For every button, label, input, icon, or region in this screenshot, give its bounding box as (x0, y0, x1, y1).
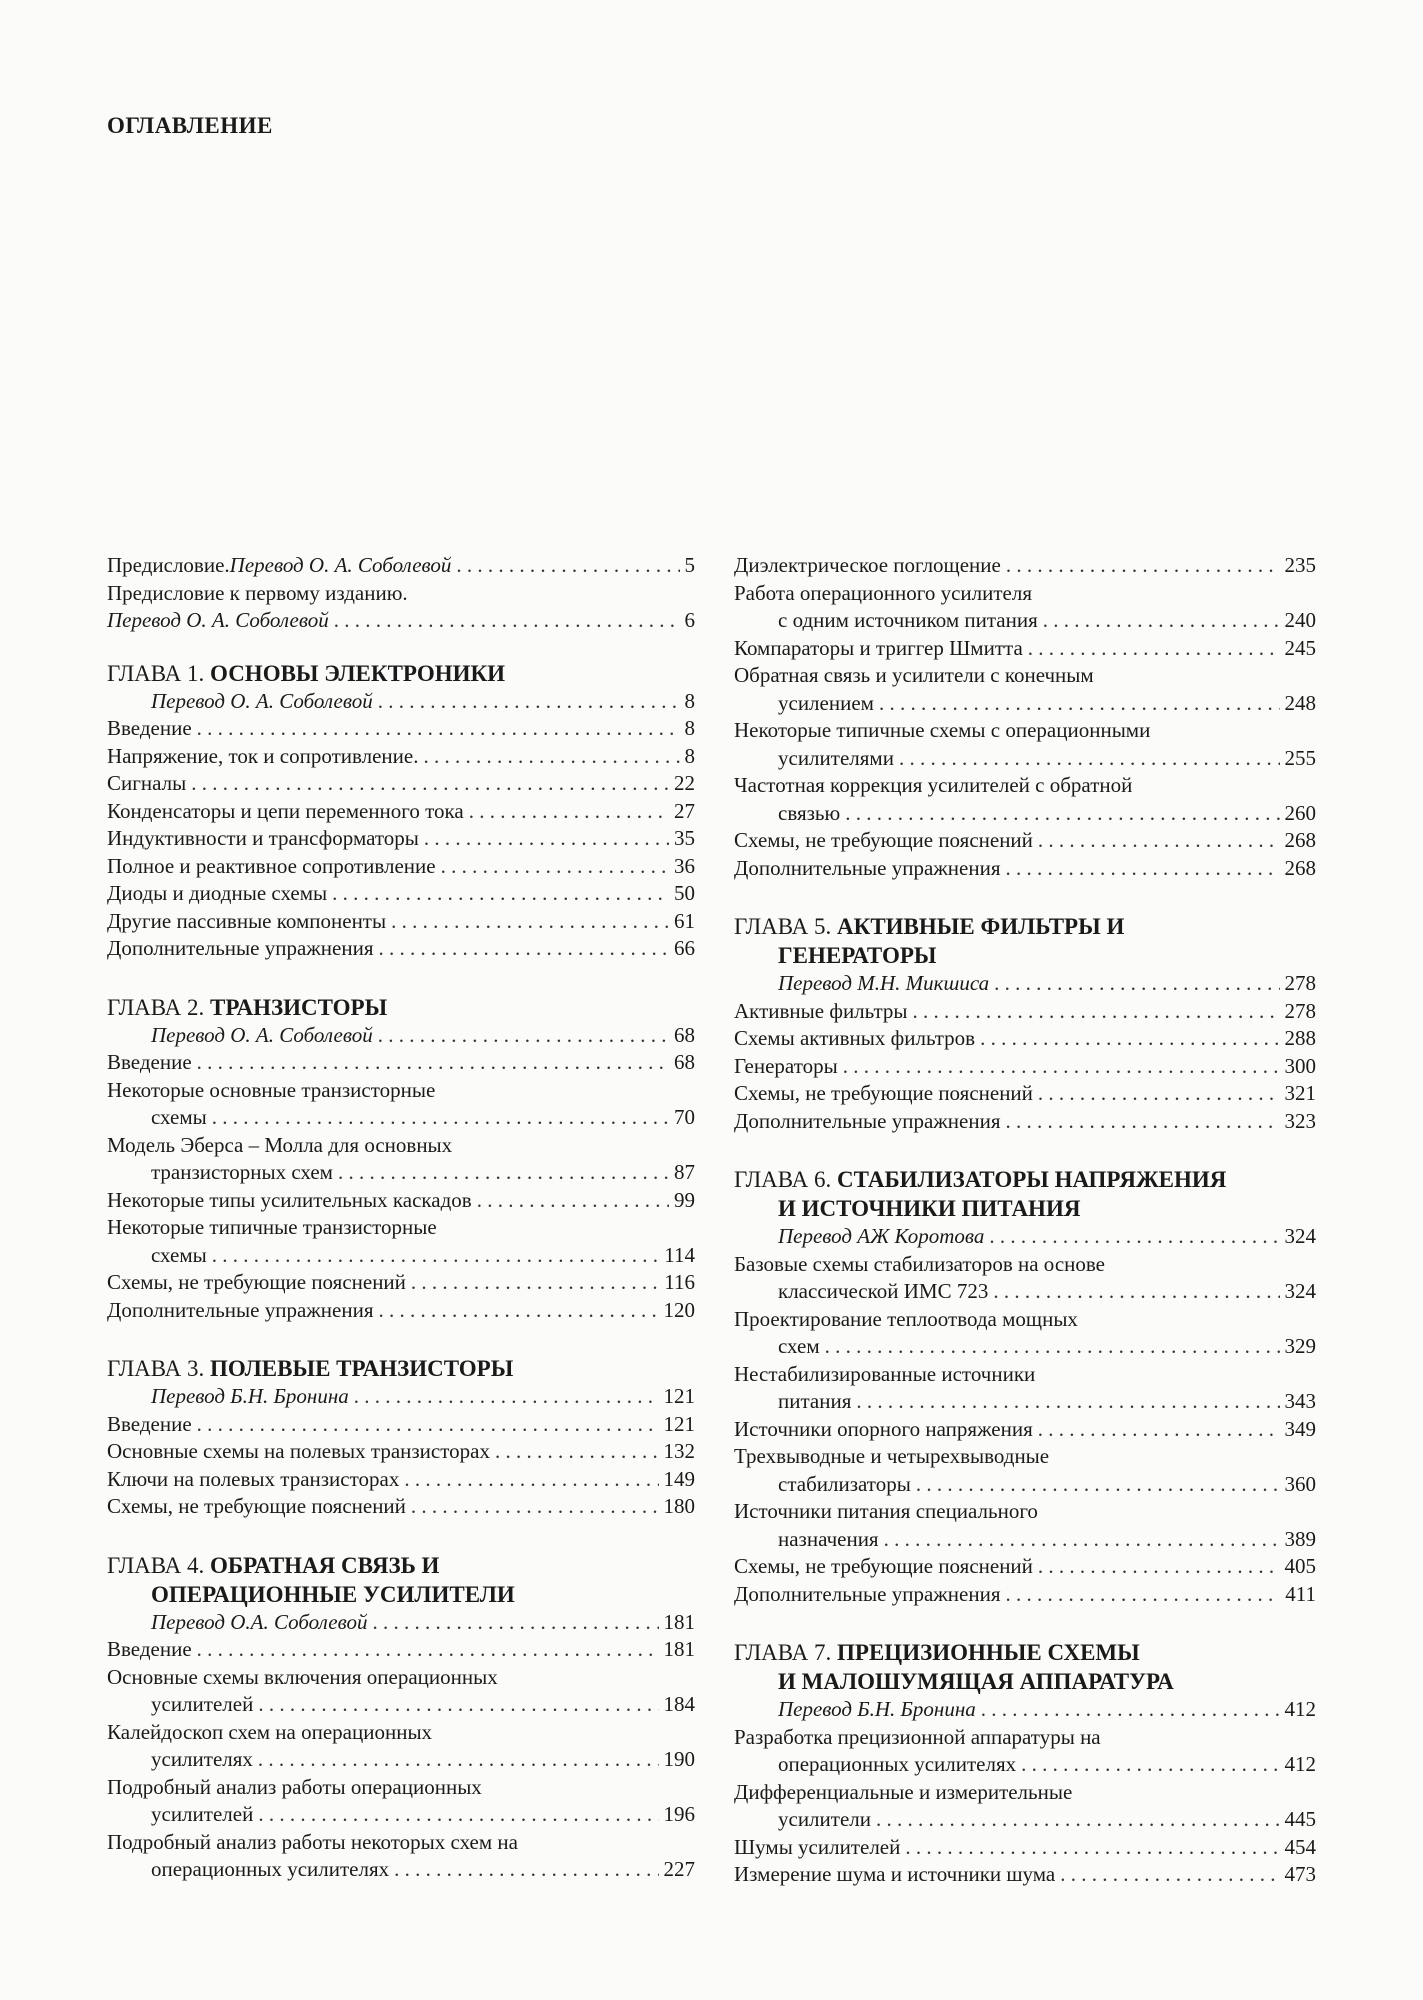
toc-entry (107, 1159, 695, 1187)
dot-leader (899, 745, 1280, 773)
page-number: 184 (663, 1692, 695, 1716)
toc-entry (107, 1187, 695, 1215)
dot-leader (845, 800, 1279, 828)
dot-leader (1021, 1751, 1279, 1779)
dot-leader (197, 1049, 669, 1077)
page-number: 268 (1284, 855, 1316, 880)
entry-title: Перевод О. А. Соболевой (151, 688, 373, 713)
toc-entry (107, 798, 695, 826)
entry-title: Полное и реактивное сопротивление (107, 853, 436, 878)
page-number: 324 (1284, 1224, 1316, 1248)
dot-leader (825, 1333, 1280, 1361)
page-number: 473 (1284, 1862, 1316, 1886)
dot-leader (1038, 1553, 1280, 1581)
entry-title: Конденсаторы и цепи переменного тока (107, 798, 464, 823)
chapter-heading (107, 1551, 695, 1580)
entry-title: Введение (107, 1637, 192, 1661)
entry-line: Нестабилизированные источники (734, 1361, 1036, 1386)
toc-entry (734, 1108, 1316, 1136)
toc-entry (734, 1834, 1316, 1862)
toc-entry (107, 935, 695, 963)
page-number: 5 (684, 553, 695, 577)
dot-leader (441, 853, 669, 881)
chapter-title-line2: И ИСТОЧНИКИ ПИТАНИЯ (778, 1196, 1081, 1221)
toc-entry (734, 1526, 1316, 1554)
dot-leader (1060, 1861, 1279, 1889)
dot-leader (916, 1471, 1280, 1499)
entry-title: Схемы, не требующие пояснений (734, 1081, 1033, 1105)
page-number: 323 (1284, 1108, 1316, 1133)
toc-entry (107, 607, 695, 635)
dot-leader (1005, 1581, 1280, 1609)
chapter-label: ГЛАВА 6. (734, 1167, 838, 1192)
chapter-block (734, 1165, 1316, 1608)
page-number: 248 (1284, 690, 1316, 715)
toc-entry (107, 1411, 695, 1439)
dot-leader (876, 1806, 1280, 1834)
entry-title: усилителях (151, 1747, 253, 1771)
toc-entry (107, 743, 695, 771)
dot-leader (856, 1388, 1279, 1416)
entry-line: Обратная связь и усилители с конечным (734, 663, 1094, 687)
entry-title: Измерение шума и источники шума (734, 1862, 1056, 1886)
entry-line: Некоторые основные транзисторные (107, 1077, 436, 1102)
toc-column-right (734, 552, 1316, 1919)
translator-line (734, 1696, 1316, 1724)
chapter-title: ТРАНЗИСТОРЫ (210, 994, 388, 1020)
toc-entry (107, 1856, 695, 1884)
entry-title: Введение (107, 716, 192, 740)
page-number: 321 (1284, 1081, 1316, 1105)
dot-leader (884, 1526, 1280, 1554)
page-number: 445 (1284, 1807, 1316, 1831)
chapter-title: ОСНОВЫ ЭЛЕКТРОНИКИ (210, 660, 506, 686)
entry-title: Перевод АЖ Коротова (778, 1224, 985, 1248)
chapter-label: ГЛАВА 4. (107, 1552, 211, 1578)
entry-title: Шумы усилителей (734, 1834, 901, 1859)
dot-leader (354, 1383, 659, 1411)
entry-title: связью (778, 800, 841, 825)
toc-entry (107, 1242, 695, 1270)
toc-entry (734, 552, 1316, 580)
page-number: 87 (674, 1160, 695, 1184)
dot-leader (495, 1438, 659, 1466)
entry-title: усилителями (778, 745, 894, 770)
entry-title: Введение (107, 1411, 192, 1436)
toc-entry (734, 1751, 1316, 1779)
dot-leader (332, 880, 669, 908)
entry-title: Схемы активных фильтров (734, 1026, 976, 1050)
toc-entry (734, 998, 1316, 1026)
page-number: 116 (664, 1270, 695, 1294)
toc-entry (107, 1493, 695, 1521)
chapter-title: СТАБИЛИЗАТОРЫ НАПРЯЖЕНИЯ (837, 1167, 1227, 1192)
toc-entry (107, 1269, 695, 1297)
toc-entry (734, 607, 1316, 635)
toc-entry (107, 1746, 695, 1774)
chapter-block (107, 1354, 695, 1521)
chapter-title-line2: И МАЛОШУМЯЩАЯ АППАРАТУРА (778, 1669, 1174, 1694)
entry-title: Генераторы (734, 1053, 838, 1078)
entry-title: Основные схемы на полевых транзисторах (107, 1439, 490, 1463)
page-number: 389 (1284, 1526, 1316, 1551)
dot-leader (372, 1609, 658, 1637)
dot-leader (879, 690, 1280, 718)
chapter-heading (107, 993, 695, 1022)
entry-title: операционных усилителях (151, 1857, 390, 1881)
entry-title: Схемы, не требующие пояснений (734, 1554, 1033, 1578)
chapter-heading (107, 659, 695, 688)
entry-title: Перевод Б.Н. Бронина (151, 1384, 349, 1408)
entry-title: Дополнительные упражнения (107, 1297, 374, 1322)
dot-leader (411, 1269, 659, 1297)
toc-entry (107, 908, 695, 936)
toc-entry (734, 1080, 1316, 1108)
chapter-block (107, 1551, 695, 1884)
page-number: 8 (684, 743, 695, 768)
toc-entry (107, 715, 695, 743)
dot-leader (843, 1053, 1280, 1081)
dot-leader (411, 1493, 659, 1521)
page-number: 66 (674, 936, 695, 960)
entry-line: Модель Эберса – Молла для основных (107, 1132, 453, 1157)
toc-entry (107, 1049, 695, 1077)
translator-line (734, 970, 1316, 998)
chapter-label: ГЛАВА 2. (107, 994, 211, 1020)
page-number: 149 (663, 1466, 695, 1491)
page-number: 68 (674, 1022, 695, 1047)
entry-title: Перевод Б.Н. Бронина (778, 1697, 976, 1721)
entry-title: стабилизаторы (778, 1471, 911, 1496)
dot-leader (258, 1691, 658, 1719)
page-number: 454 (1284, 1834, 1316, 1859)
page-number: 245 (1284, 635, 1316, 660)
chapter-block (734, 912, 1316, 1135)
entry-title: усилителей (151, 1802, 254, 1826)
entry-title: Перевод О. А. Соболевой (229, 553, 452, 577)
chapter-block (734, 1638, 1316, 1889)
entry-title: Дополнительные упражнения (107, 936, 374, 960)
page-number: 240 (1284, 608, 1316, 632)
toc-entry (107, 1438, 695, 1466)
page-number: 36 (674, 853, 695, 878)
entry-title: питания (778, 1389, 852, 1413)
entry-line: Основные схемы включения операционных (107, 1664, 498, 1689)
toc-entry (734, 827, 1316, 855)
translator-line (107, 688, 695, 716)
page-number: 61 (674, 908, 695, 933)
page-number: 329 (1284, 1334, 1316, 1358)
entry-title: Другие пассивные компоненты (107, 908, 387, 933)
page-number: 181 (663, 1609, 695, 1634)
dot-leader (394, 1856, 658, 1884)
toc-entry (734, 1581, 1316, 1609)
entry-line: Разработка прецизионной аппаратуры на (734, 1724, 1101, 1749)
page-number: 349 (1284, 1416, 1316, 1441)
entry-title: Диоды и диодные схемы (107, 881, 328, 905)
chapter-title: АКТИВНЫЕ ФИЛЬТРЫ И (837, 914, 1125, 939)
toc-entry (107, 770, 695, 798)
chapter-heading (107, 1354, 695, 1383)
toc-entry (107, 1636, 695, 1664)
toc-entry (734, 1861, 1316, 1889)
entry-title: Некоторые типы усилительных каскадов (107, 1187, 472, 1212)
page-number: 411 (1285, 1581, 1316, 1606)
dot-leader (378, 935, 669, 963)
entry-line: Работа операционного усилителя (734, 580, 1032, 605)
page-number: 70 (674, 1105, 695, 1129)
entry-title: усилители (778, 1807, 871, 1831)
page-number: 405 (1284, 1554, 1316, 1578)
chapter-heading (734, 1638, 1316, 1667)
dot-leader (981, 1696, 1280, 1724)
toc-entry (734, 1553, 1316, 1581)
page-number: 300 (1284, 1053, 1316, 1078)
entry-title: Ключи на полевых транзисторах (107, 1466, 400, 1491)
chapter-title: ПРЕЦИЗИОННЫЕ СХЕМЫ (837, 1640, 1140, 1665)
entry-title: Введение (107, 1050, 192, 1074)
page-number: 68 (674, 1050, 695, 1074)
dot-leader (1038, 1416, 1280, 1444)
toc-entry (107, 1104, 695, 1132)
toc-entry (107, 552, 695, 580)
page-number: 343 (1284, 1389, 1316, 1413)
toc-entry (107, 853, 695, 881)
page-number: 114 (664, 1242, 695, 1267)
dot-leader (1005, 1108, 1279, 1136)
chapter-title: ПОЛЕВЫЕ ТРАНЗИСТОРЫ (210, 1356, 514, 1381)
dot-leader (258, 1746, 659, 1774)
dot-leader (212, 1104, 669, 1132)
entry-title: Дополнительные упражнения (734, 855, 1001, 880)
entry-line: Некоторые типичные схемы с операционными (734, 718, 1151, 742)
dot-leader (993, 1278, 1279, 1306)
entry-line: Дифференциальные и измерительные (734, 1779, 1073, 1804)
dot-leader (258, 1801, 658, 1829)
page-number: 196 (663, 1802, 695, 1826)
toc-entry (107, 1801, 695, 1829)
entry-title: Схемы, не требующие пояснений (734, 828, 1033, 852)
dot-leader (1006, 552, 1280, 580)
page-number: 278 (1284, 971, 1316, 995)
entry-title: схемы (151, 1105, 207, 1129)
toc-entry (734, 635, 1316, 663)
page-number: 268 (1284, 828, 1316, 852)
dot-leader (338, 1159, 669, 1187)
toc-entry (734, 1416, 1316, 1444)
page-number: 235 (1284, 553, 1316, 577)
toc-entry (734, 1278, 1316, 1306)
toc-entry (734, 855, 1316, 883)
toc-entry (734, 690, 1316, 718)
chapter-label: ГЛАВА 5. (734, 914, 838, 939)
dot-leader (197, 1636, 659, 1664)
dot-leader (404, 1466, 658, 1494)
page-number: 180 (663, 1494, 695, 1518)
dot-leader (477, 1187, 669, 1215)
dot-leader (1038, 1080, 1280, 1108)
chapter-block (107, 993, 695, 1325)
entry-title: классической ИМС 723 (778, 1279, 989, 1303)
toc-entry (734, 800, 1316, 828)
entry-title: схемы (151, 1242, 207, 1267)
chapter-heading (734, 1165, 1316, 1194)
entry-title: Перевод О. А. Соболевой (151, 1022, 373, 1047)
entry-title: назначения (778, 1526, 879, 1551)
dot-leader (905, 1834, 1279, 1862)
dot-leader (989, 1223, 1279, 1251)
dot-leader (456, 552, 679, 580)
entry-title: усилением (778, 690, 874, 715)
entry-line: Проектирование теплоотвода мощных (734, 1306, 1078, 1331)
translator-line (107, 1022, 695, 1050)
entry-title: операционных усилителях (778, 1752, 1017, 1776)
dot-leader (994, 970, 1279, 998)
entry-title: Перевод О. А. Соболевой (107, 608, 329, 632)
dot-leader (334, 607, 680, 635)
page-number: 190 (663, 1747, 695, 1771)
dot-leader (197, 715, 680, 743)
page-number: 260 (1284, 800, 1316, 825)
toc-entry (107, 1297, 695, 1325)
entry-title: Дополнительные упражнения (734, 1108, 1001, 1133)
page-number: 324 (1284, 1279, 1316, 1303)
page-number: 22 (674, 771, 695, 795)
dot-leader (424, 825, 669, 853)
page-number: 99 (674, 1187, 695, 1212)
entry-line: Некоторые типичные транзисторные (107, 1215, 437, 1239)
page-number: 27 (674, 798, 695, 823)
dot-leader (469, 798, 669, 826)
toc-entry (734, 1806, 1316, 1834)
translator-line (107, 1609, 695, 1637)
translator-line (734, 1223, 1316, 1251)
entry-title: усилителей (151, 1692, 254, 1716)
chapter-heading (734, 912, 1316, 941)
entry-title: Схемы, не требующие пояснений (107, 1270, 406, 1294)
dot-leader (1028, 635, 1280, 663)
chapter-label: ГЛАВА 7. (734, 1640, 838, 1665)
dot-leader (1038, 827, 1280, 855)
page-number: 8 (684, 716, 695, 740)
entry-line: Источники питания специального (734, 1499, 1038, 1523)
toc-entry (734, 1388, 1316, 1416)
entry-line: Трехвыводные и четырехвыводные (734, 1444, 1050, 1468)
entry-line: Предисловие к первому изданию. (107, 580, 408, 605)
page-number: 278 (1284, 998, 1316, 1023)
toc-entry (107, 880, 695, 908)
toc-entry (107, 825, 695, 853)
dot-leader (423, 743, 679, 771)
toc-entry (734, 745, 1316, 773)
entry-line: Подробный анализ работы некоторых схем на (107, 1829, 518, 1854)
dot-leader (913, 998, 1280, 1026)
toc-entry (734, 1053, 1316, 1081)
page-number: 181 (663, 1637, 695, 1661)
entry-title: Напряжение, ток и сопротивление. (107, 743, 419, 768)
page-number: 132 (663, 1439, 695, 1463)
page-number: 227 (663, 1857, 695, 1881)
dot-leader (378, 1297, 658, 1325)
page-number: 121 (663, 1384, 695, 1408)
entry-line: Частотная коррекция усилителей с обратной (734, 773, 1133, 797)
page-number: 412 (1284, 1697, 1316, 1721)
page-number: 121 (663, 1411, 695, 1436)
dot-leader (1043, 607, 1280, 635)
entry-line: Подробный анализ работы операционных (107, 1774, 482, 1799)
entry-title: Дополнительные упражнения (734, 1581, 1001, 1606)
chapter-continuation (734, 552, 1316, 882)
toc-column-left (107, 552, 695, 1914)
chapter-label: ГЛАВА 1. (107, 660, 211, 686)
dot-leader (391, 908, 669, 936)
translator-line (107, 1383, 695, 1411)
entry-title: Индуктивности и трансформаторы (107, 826, 419, 850)
entry-title: Сигналы (107, 771, 187, 795)
page-number: 360 (1284, 1471, 1316, 1496)
toc-entry (734, 1025, 1316, 1053)
entry-line: Базовые схемы стабилизаторов на основе (734, 1251, 1105, 1276)
entry-title: Перевод О.А. Соболевой (151, 1609, 368, 1634)
chapter-title-line2: ОПЕРАЦИОННЫЕ УСИЛИТЕЛИ (151, 1581, 515, 1607)
entry-line: Калейдоскоп схем на операционных (107, 1719, 433, 1744)
entry-title: Активные фильтры (734, 998, 908, 1023)
entry-title: Предисловие. (107, 553, 230, 577)
page-number: 288 (1284, 1026, 1316, 1050)
toc-entry (734, 1471, 1316, 1499)
page-number: 35 (674, 826, 695, 850)
entry-title: Диэлектрическое поглощение (734, 553, 1001, 577)
toc-entry (107, 1691, 695, 1719)
entry-title: Компараторы и триггер Шмитта (734, 635, 1023, 660)
toc-entry (107, 1466, 695, 1494)
dot-leader (378, 688, 680, 716)
dot-leader (212, 1242, 660, 1270)
page-number: 50 (674, 881, 695, 905)
dot-leader (191, 770, 669, 798)
dot-leader (197, 1411, 659, 1439)
entry-title: схем (778, 1334, 820, 1358)
page-number: 6 (684, 608, 695, 632)
chapter-title: ОБРАТНАЯ СВЯЗЬ И (210, 1552, 440, 1578)
dot-leader (378, 1022, 669, 1050)
page-number: 255 (1284, 745, 1316, 770)
entry-title: с одним источником питания (778, 608, 1038, 632)
entry-title: транзисторных схем (151, 1160, 333, 1184)
page-title: ОГЛАВЛЕНИЕ (107, 113, 273, 138)
chapter-title-line2: ГЕНЕРАТОРЫ (778, 943, 937, 968)
toc-entry (734, 1333, 1316, 1361)
page-number: 8 (684, 688, 695, 713)
chapter-block (107, 659, 695, 963)
entry-title: Источники опорного напряжения (734, 1416, 1033, 1441)
page-number: 120 (663, 1297, 695, 1322)
preface-block (107, 552, 695, 635)
page-number: 412 (1284, 1752, 1316, 1776)
dot-leader (980, 1025, 1279, 1053)
dot-leader (1005, 855, 1279, 883)
chapter-label: ГЛАВА 3. (107, 1356, 211, 1381)
entry-title: Схемы, не требующие пояснений (107, 1494, 406, 1518)
entry-title: Перевод М.Н. Микшиса (778, 971, 990, 995)
